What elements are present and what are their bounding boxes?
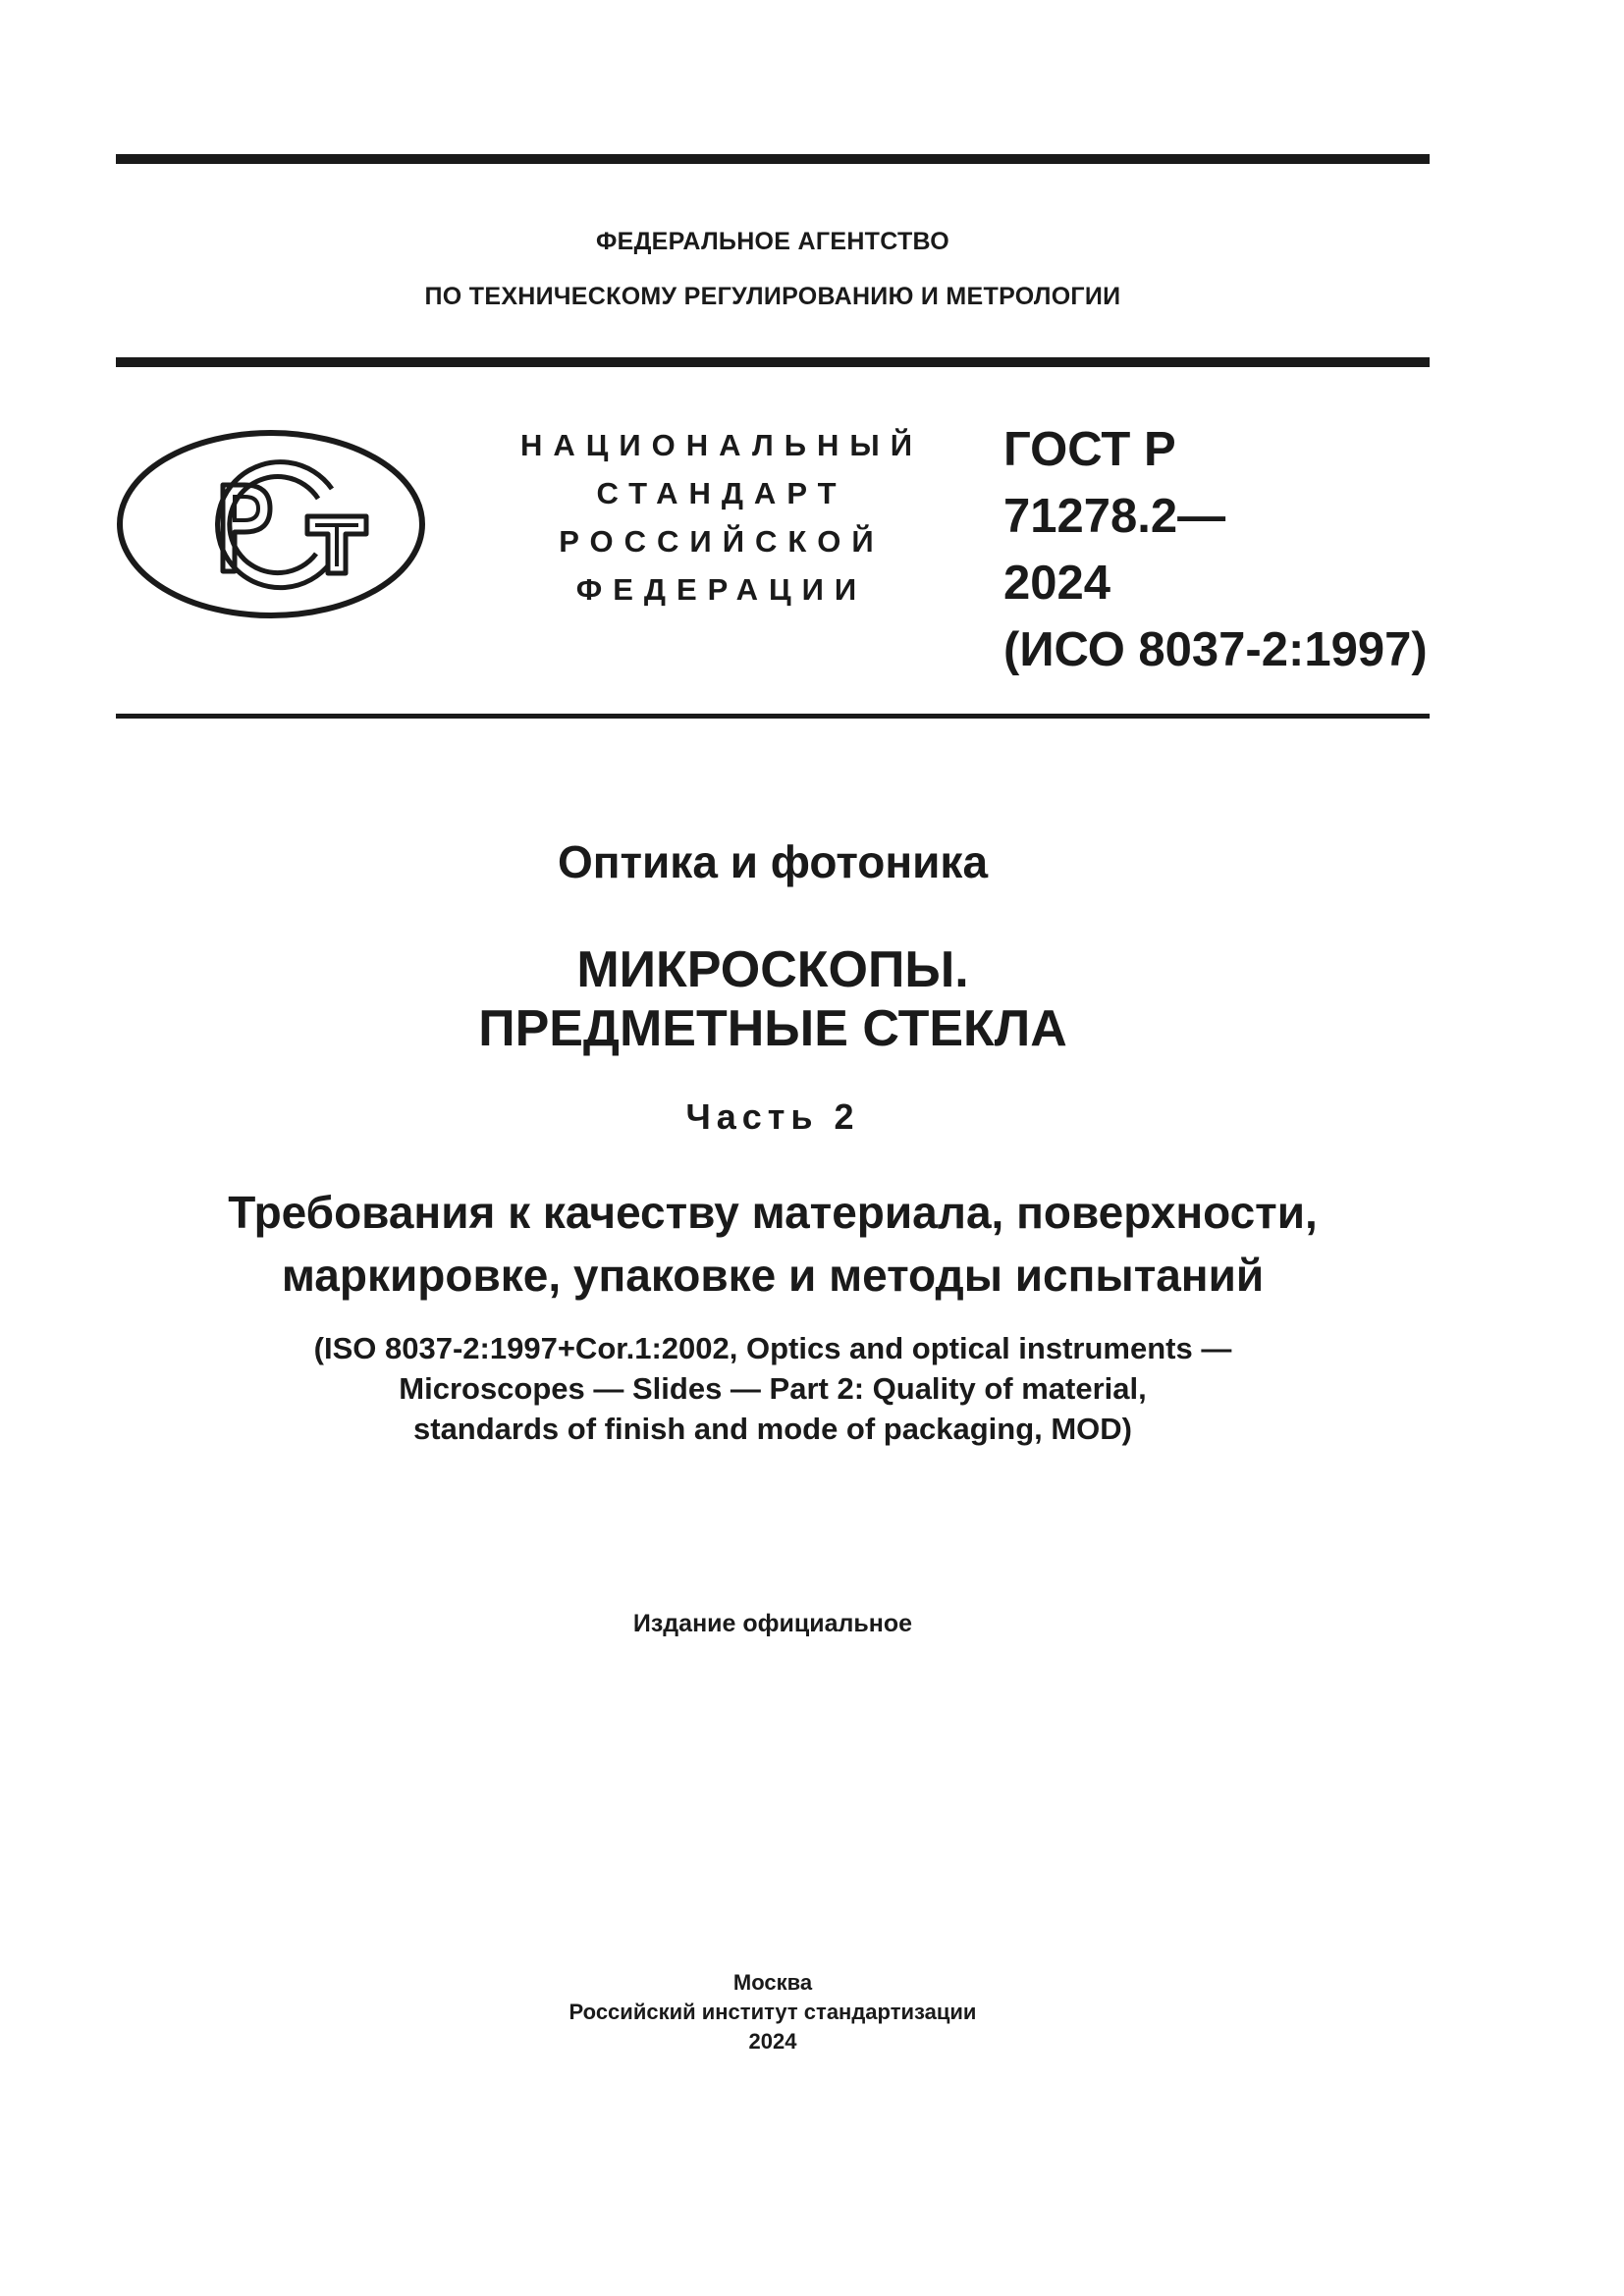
middle-rule xyxy=(116,357,1430,367)
designation-line-3: 2024 xyxy=(1003,557,1111,610)
top-rule xyxy=(116,154,1430,164)
document-title xyxy=(116,940,1430,1058)
agency-heading xyxy=(116,214,1430,324)
intl-ref-line-1: (ISO 8037-2:1997+Cor.1:2002, Optics and optical instruments — xyxy=(313,1331,1232,1365)
national-standard-line-3: РОССИЙСКОЙ xyxy=(559,524,885,559)
designation-line-2: 71278.2— xyxy=(1003,490,1226,543)
title-line-1: МИКРОСКОПЫ. xyxy=(576,941,969,998)
publisher-year: 2024 xyxy=(748,2029,797,2054)
subtitle-line-2: маркировке, упаковке и методы испытаний xyxy=(281,1250,1265,1301)
standard-designation xyxy=(1003,416,1428,683)
publisher-block xyxy=(116,1968,1430,2056)
part-label: Часть 2 xyxy=(685,1096,860,1137)
rst-conformity-mark-icon xyxy=(115,428,427,620)
national-standard-caption xyxy=(461,421,982,614)
intl-ref-line-3: standards of finish and mode of packaging, MOD) xyxy=(413,1412,1132,1446)
title-line-2: ПРЕДМЕТНЫЕ СТЕКЛА xyxy=(478,1000,1067,1057)
national-standard-line-1: НАЦИОНАЛЬНЫЙ xyxy=(519,428,924,462)
intl-ref-line-2: Microscopes — Slides — Part 2: Quality of material, xyxy=(399,1371,1147,1406)
international-reference xyxy=(116,1328,1430,1449)
subject-heading: Оптика и фотоника xyxy=(557,836,989,887)
bottom-rule xyxy=(116,714,1430,719)
national-standard-line-2: СТАНДАРТ xyxy=(596,476,847,510)
publisher-city: Москва xyxy=(732,1970,813,1995)
edition-note: Издание официальное xyxy=(632,1610,913,1637)
subtitle-line-1: Требования к качеству материала, поверхности, xyxy=(228,1187,1318,1238)
publisher-name: Российский институт стандартизации xyxy=(568,2000,977,2024)
national-standard-line-4: ФЕДЕРАЦИИ xyxy=(575,572,868,607)
agency-line-2: ПО ТЕХНИЧЕСКОМУ РЕГУЛИРОВАНИЮ И МЕТРОЛОГИИ xyxy=(424,283,1121,310)
document-subtitle xyxy=(116,1181,1430,1307)
agency-line-1: ФЕДЕРАЛЬНОЕ АГЕНТСТВО xyxy=(595,228,950,255)
designation-line-4: (ИСО 8037-2:1997) xyxy=(1003,623,1428,676)
designation-line-1: ГОСТ Р xyxy=(1003,423,1176,476)
